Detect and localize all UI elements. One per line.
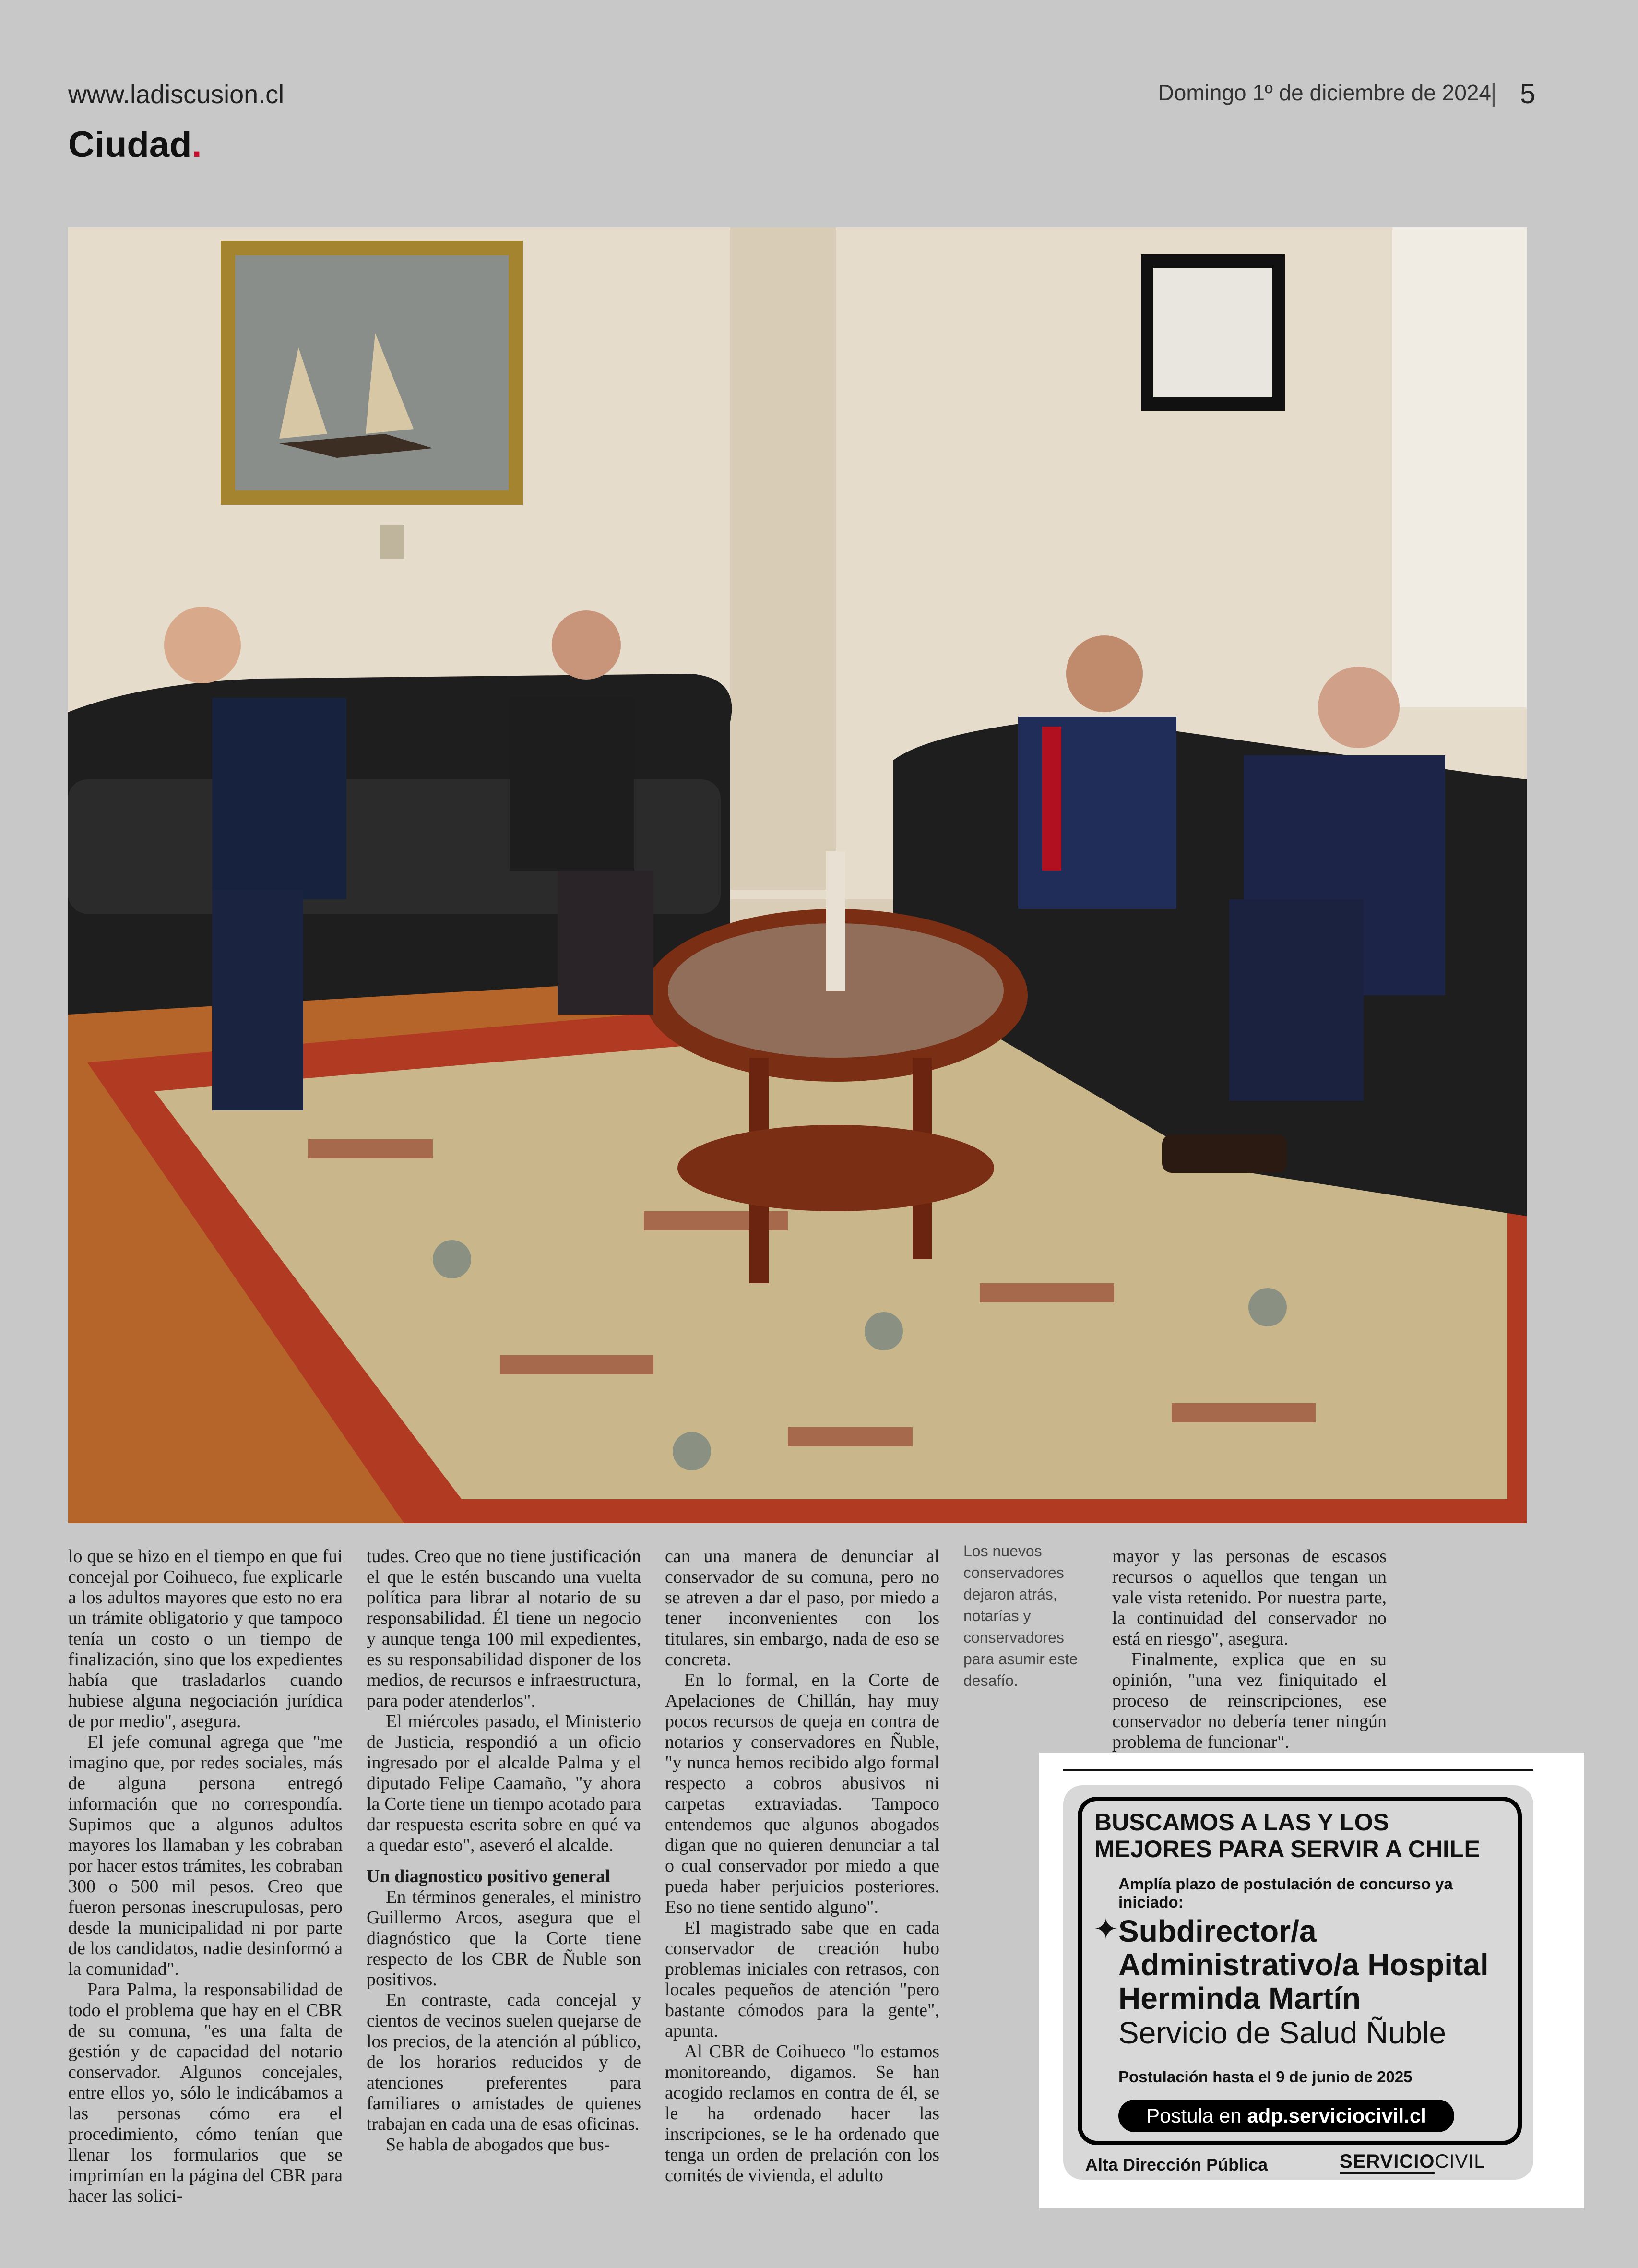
paragraph: Para Palma, la responsabilidad de todo el problema que hay en el CBR de su comuna, "es una falta de gestión y de capacidad del notario conservador. Algunos concejales, entre ellos yo, sólo le indicábamos a las personas cómo era el procedimiento, cómo tenían que llenar los formularios que se imprimían en la página del CBR para hacer las solici- — [68, 1980, 343, 2206]
site-url[interactable]: www.ladiscusion.cl — [68, 80, 285, 109]
photo-caption: Los nuevos conservadores dejaron atrás, notarías y conservadores para asumir este desafío. — [963, 1542, 1078, 1689]
servicio-civil-logo — [1340, 2151, 1485, 2173]
logo-word-civil: CIVIL — [1435, 2151, 1485, 2172]
issue-date: Domingo 1º de diciembre de 2024 — [1158, 80, 1491, 105]
logo-word-servicio: SERVICIO — [1340, 2151, 1435, 2174]
paragraph: lo que se hizo en el tiempo en que fui concejal por Coihueco, fue explicarle a los adultos mayores que esto no era un trámite obligatorio y que tampoco tenía un costo o un tiempo de finalización, sino que los expedientes había que trasladarlos cuando hubiese alguna negociación jurídica de por medio", asegura. — [68, 1546, 343, 1731]
ad-card — [1063, 1785, 1533, 2180]
section-label: Ciudad — [68, 124, 192, 165]
subheading: Un diagnostico positivo general — [367, 1866, 610, 1886]
apply-button[interactable] — [1118, 2100, 1454, 2132]
section-title — [68, 124, 202, 166]
apply-button-prefix: Postula en — [1146, 2104, 1242, 2127]
ad-organization: Servicio de Salud Ñuble — [1118, 2016, 1447, 2050]
paragraph: mayor y las personas de escasos recursos o aquellos que tengan un vale vista retenido. Por nuestra parte, la continuidad del conservador no está en riesgo", asegura. — [1112, 1546, 1387, 1649]
paragraph: Se habla de abogados que bus- — [386, 2135, 610, 2155]
paragraph: En términos generales, el ministro Guillermo Arcos, asegura que el diagnóstico que la Corte tiene respecto de los CBR de Ñuble son positivos. — [367, 1887, 641, 1990]
paragraph: can una manera de denunciar al conservador de su comuna, pero no se atreven a dar el paso, por miedo a tener inconvenientes con los titulares, sin embargo, nada de eso se concreta. — [665, 1546, 939, 1670]
article-photo — [68, 227, 1527, 1523]
paragraph: El jefe comunal agrega que "me imagino que, por redes sociales, más de alguna persona entregó información que no correspondía. Supimos que a algunos adultos mayores los llamaban y les cobraban por hacer estos trámites, les cobraban 300 o 500 mil pesos. Creo que fueron personas inescrupulosas, pero desde la municipalidad ni por parte de los candidatos, nadie desinformó a la comunidad". — [68, 1732, 343, 1979]
ad-divider — [1063, 1769, 1533, 1771]
ad-footer-program: Alta Dirección Pública — [1085, 2155, 1268, 2174]
ad-frame — [1078, 1797, 1522, 2145]
paragraph: El miércoles pasado, el Ministerio de Justicia, respondió a un oficio ingresado por el alcalde Palma y el diputado Felipe Caamaño, "y ahora la Corte tiene un tiempo acotado para dar respuesta escrita sobre en qué va a quedar esto", aseveró el alcalde. — [367, 1711, 641, 1855]
page-number: 5 — [1520, 78, 1536, 109]
ad-job-title: Subdirector/a Administrativo/a Hospital Herminda Martín — [1118, 1914, 1489, 2016]
article-column-1 — [68, 1546, 343, 2207]
job-advertisement[interactable] — [1039, 1753, 1584, 2208]
paragraph: Finalmente, explica que en su opinión, "una vez finiquitado el proceso de reinscripciones, ese conservador no debería tener ningún problema de funcionar". — [1112, 1649, 1387, 1752]
ad-deadline: Postulación hasta el 9 de junio de 2025 — [1118, 2068, 1412, 2086]
apply-button-url[interactable]: adp.serviciocivil.cl — [1247, 2104, 1426, 2127]
paragraph: El magistrado sabe que en cada conservador de creación hubo problemas iniciales con retrasos, con locales pequeños de atención "pero bastante cómodos para la gente", apunta. — [665, 1918, 939, 2041]
paragraph: En contraste, cada concejal y cientos de vecinos suelen quejarse de los precios, de la atención al público, de los horarios reducidos y de atenciones preferentes para familiares o amistades de quienes trabajan en cada una de esas oficinas. — [367, 1990, 641, 2134]
article-column-3 — [665, 1546, 939, 2186]
ad-subtitle: Amplía plazo de postulación de concurso ya iniciado: — [1118, 1875, 1453, 1911]
header-divider: | — [1490, 78, 1497, 107]
paragraph: En lo formal, en la Corte de Apelaciones de Chillán, hay muy pocos recursos de queja en contra de notarios y conservadores en Ñuble, "y nunca hemos recibido algo formal respecto a cobros abusivos ni carpetas extraviadas. Tampoco entendemos que algunos abogados digan que no quieren denunciar a tal o cual conservador por miedo a que pueda haber perjuicios posteriores. Eso no tiene sentido alguno". — [665, 1670, 939, 1917]
ad-headline: BUSCAMOS A LAS Y LOS MEJORES PARA SERVIR A CHILE — [1094, 1809, 1480, 1862]
paragraph: tudes. Creo que no tiene justificación el que le estén buscando una vuelta política para librar al notario de su responsabilidad. Él tiene un negocio y aunque tenga 100 mil expedientes, es su responsabilidad disponer de los medios, de recursos e infraestructura, para poder atenderlos". — [367, 1546, 641, 1711]
four-pointed-star-icon: ✦ — [1093, 1911, 1118, 1946]
article-column-2 — [367, 1546, 641, 2155]
paragraph: Al CBR de Coihueco "lo estamos monitoreando, digamos. Se han acogido reclamos en contra de él, se le ha ordenado hacer las inscripciones, se le ha ordenado que tenga un orden de prelación con los comités de vivienda, el adulto — [665, 2041, 939, 2185]
article-column-5 — [1112, 1546, 1387, 1753]
section-dot: . — [191, 124, 202, 165]
